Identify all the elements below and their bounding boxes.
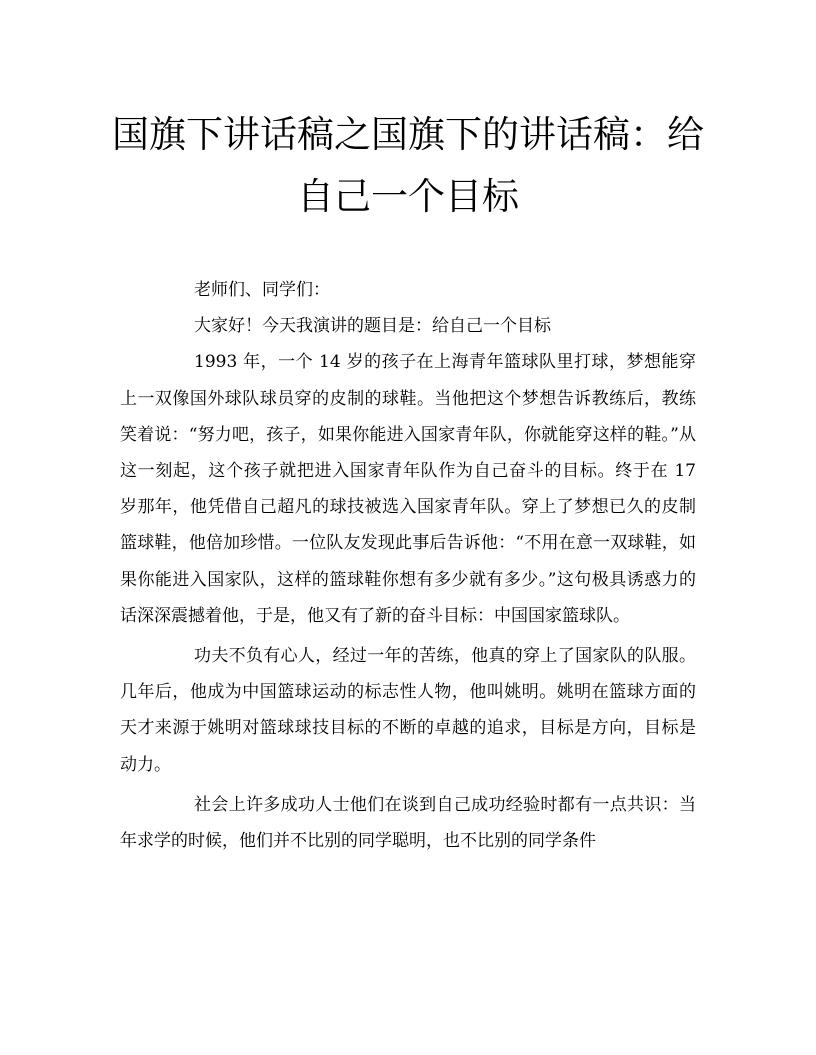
salutation-paragraph: 老师们、同学们： (194, 280, 330, 300)
greeting-paragraph: 大家好！今天我演讲的题目是：给自己一个目标 (194, 316, 551, 337)
body-paragraph: 社会上许多成功人士他们在谈到自己成功经验时都有一点共识：当年求学的时候，他们并不比别的同学聪明，也不比别的同学条件 (120, 794, 696, 852)
body-paragraph: 功夫不负有心人，经过一年的苦练，他真的穿上了国家队的队服。几年后，他成为中国篮球运动的标志性人物，他叫姚明。姚明在篮球方面的天才来源于姚明对篮球球技目标的不断的卓越的追求，目标是方向，目标是动力。 (120, 646, 696, 775)
body-paragraph: 1993 年，一个 14 岁的孩子在上海青年篮球队里打球，梦想能穿上一双像国外球队球员穿的皮制的球鞋。当他把这个梦想告诉教练后，教练笑着说：“努力吧，孩子，如果你能进入国家青年队，你就能穿这样的鞋。”从这一刻起，这个孩子就把进入国家青年队作为自己奋斗的目标。终于在 17 岁那年，他凭借自己超凡的球技被选入国家青年队。穿上了梦想已久的皮制篮球鞋，他倍加珍惜。一位队友发现此事后告诉他：“不用在意一双球鞋，如果你能进入国家队，这样的篮球鞋你想有多少就有多少。”这句极具诱惑力的话深深震撼着他，于是，他又有了新的奋斗目标：中国国家篮球队。 (120, 352, 696, 626)
document-title: 国旗下讲话稿之国旗下的讲话稿：给自己一个目标 (112, 113, 704, 218)
document-body (120, 272, 696, 859)
